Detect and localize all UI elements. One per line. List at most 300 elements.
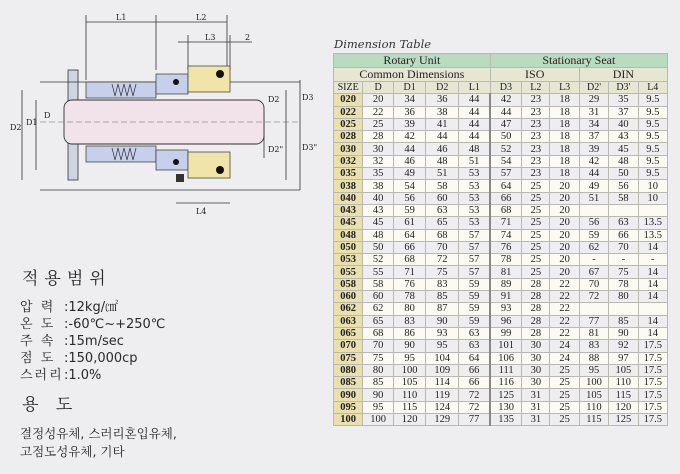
- table-cell: 56: [609, 180, 638, 192]
- table-cell: 53: [459, 217, 491, 229]
- table-cell: 24: [550, 340, 579, 352]
- table-cell: 14: [638, 291, 667, 303]
- table-cell: 66: [609, 229, 638, 241]
- table-cell: 51: [426, 168, 459, 180]
- column-header: D3: [490, 82, 522, 94]
- table-cell: 59: [579, 229, 608, 241]
- table-cell: 96: [490, 315, 522, 327]
- header-rotary-unit: Rotary Unit: [334, 54, 491, 68]
- spec-speed: 주 속 :15m/sec: [20, 334, 124, 349]
- table-cell: -: [609, 254, 638, 266]
- table-cell: 95: [363, 401, 393, 413]
- label-L4: L4: [196, 207, 207, 216]
- column-header: D2': [579, 82, 608, 94]
- table-cell: 52: [363, 254, 393, 266]
- table-row: [334, 94, 668, 106]
- table-cell: 22: [550, 303, 579, 315]
- table-cell: 14: [638, 241, 667, 253]
- table-cell: 83: [393, 315, 426, 327]
- column-header: L1: [459, 82, 491, 94]
- table-cell: 125: [609, 414, 638, 426]
- table-cell: 30: [363, 143, 393, 155]
- table-cell: 31: [522, 414, 550, 426]
- table-cell: 20: [550, 217, 579, 229]
- header-iso: ISO: [490, 68, 579, 82]
- table-cell: 83: [426, 278, 459, 290]
- table-cell: 54: [490, 155, 522, 167]
- table-cell: 25: [550, 401, 579, 413]
- table-row: [334, 155, 668, 167]
- size-cell: 045: [334, 217, 363, 229]
- table-cell: 51: [579, 192, 608, 204]
- table-cell: 9.5: [638, 94, 667, 106]
- table-cell: 109: [426, 364, 459, 376]
- table-cell: [609, 303, 638, 315]
- table-cell: 60: [363, 291, 393, 303]
- table-cell: 28: [522, 278, 550, 290]
- dimension-table: [333, 53, 668, 426]
- table-cell: 100: [363, 414, 393, 426]
- table-cell: 45: [609, 143, 638, 155]
- table-cell: 22: [363, 106, 393, 118]
- table-cell: 23: [522, 143, 550, 155]
- table-cell: 14: [638, 266, 667, 278]
- table-row: [334, 377, 668, 389]
- table-cell: 37: [609, 106, 638, 118]
- table-cell: 17.5: [638, 414, 667, 426]
- table-row: [334, 401, 668, 413]
- usage-heading: 용 도: [22, 395, 79, 415]
- size-cell: 022: [334, 106, 363, 118]
- table-cell: 47: [490, 118, 522, 130]
- table-cell: 48: [609, 155, 638, 167]
- table-cell: 57: [459, 266, 491, 278]
- header-stationary-seat: Stationary Seat: [490, 54, 667, 68]
- column-header: SIZE: [334, 82, 363, 94]
- table-cell: 89: [490, 278, 522, 290]
- table-cell: 44: [459, 118, 491, 130]
- table-cell: 70: [426, 241, 459, 253]
- label-D3: D3: [302, 93, 314, 102]
- table-cell: [579, 303, 608, 315]
- spec-temperature: 온 도 :-60℃~+250℃: [20, 317, 166, 332]
- table-cell: 95: [393, 352, 426, 364]
- table-cell: 18: [550, 131, 579, 143]
- table-cell: 87: [426, 303, 459, 315]
- size-cell: 075: [334, 352, 363, 364]
- table-cell: 93: [490, 303, 522, 315]
- table-cell: 85: [609, 315, 638, 327]
- table-cell: 25: [522, 204, 550, 216]
- table-cell: 25: [522, 229, 550, 241]
- table-cell: 59: [459, 315, 491, 327]
- table-cell: 72: [579, 291, 608, 303]
- table-cell: 66: [459, 364, 491, 376]
- table-cell: 39: [579, 143, 608, 155]
- table-cell: 23: [522, 168, 550, 180]
- table-row: [334, 131, 668, 143]
- table-cell: 53: [459, 192, 491, 204]
- table-cell: 68: [426, 229, 459, 241]
- table-cell: 25: [550, 377, 579, 389]
- table-cell: 37: [579, 131, 608, 143]
- table-cell: 129: [426, 414, 459, 426]
- size-cell: 100: [334, 414, 363, 426]
- table-row: [334, 278, 668, 290]
- table-cell: 59: [393, 204, 426, 216]
- table-cell: 76: [490, 241, 522, 253]
- size-cell: 032: [334, 155, 363, 167]
- table-cell: 57: [490, 168, 522, 180]
- table-cell: 42: [490, 94, 522, 106]
- table-cell: 65: [426, 217, 459, 229]
- table-cell: 9.5: [638, 155, 667, 167]
- table-cell: 68: [363, 327, 393, 339]
- table-cell: [638, 303, 667, 315]
- table-cell: 80: [393, 303, 426, 315]
- table-cell: 64: [490, 180, 522, 192]
- size-cell: 050: [334, 241, 363, 253]
- table-row: [334, 217, 668, 229]
- table-row: [334, 229, 668, 241]
- size-cell: 053: [334, 254, 363, 266]
- table-cell: 104: [426, 352, 459, 364]
- table-cell: 76: [393, 278, 426, 290]
- table-cell: 20: [550, 229, 579, 241]
- table-cell: 130: [490, 401, 522, 413]
- size-cell: 030: [334, 143, 363, 155]
- label-L3: L3: [205, 33, 216, 42]
- size-cell: 085: [334, 377, 363, 389]
- table-cell: 23: [522, 155, 550, 167]
- table-cell: 68: [393, 254, 426, 266]
- table-cell: 25: [550, 389, 579, 401]
- table-cell: 86: [393, 327, 426, 339]
- label-L2: L2: [196, 13, 207, 22]
- table-cell: 75: [609, 266, 638, 278]
- table-cell: 53: [459, 180, 491, 192]
- table-cell: 71: [490, 217, 522, 229]
- table-cell: 22: [550, 327, 579, 339]
- table-cell: 44: [459, 106, 491, 118]
- size-cell: 048: [334, 229, 363, 241]
- table-cell: 66: [459, 377, 491, 389]
- table-row: [334, 192, 668, 204]
- table-cell: 48: [459, 143, 491, 155]
- table-cell: 60: [426, 192, 459, 204]
- table-cell: 91: [490, 291, 522, 303]
- table-cell: 72: [459, 401, 491, 413]
- table-cell: 31: [579, 106, 608, 118]
- table-cell: 30: [522, 377, 550, 389]
- size-cell: 055: [334, 266, 363, 278]
- table-cell: [638, 204, 667, 216]
- table-cell: 62: [363, 303, 393, 315]
- table-cell: 56: [393, 192, 426, 204]
- header-din: DIN: [579, 68, 667, 82]
- table-row: [334, 389, 668, 401]
- table-cell: 17.5: [638, 340, 667, 352]
- label-D2-dd: D2": [268, 145, 284, 154]
- table-cell: 32: [363, 155, 393, 167]
- size-cell: 020: [334, 94, 363, 106]
- table-cell: 25: [550, 364, 579, 376]
- table-cell: 83: [579, 340, 608, 352]
- table-cell: 14: [638, 278, 667, 290]
- label-L1: L1: [116, 13, 127, 22]
- table-cell: 64: [459, 352, 491, 364]
- table-cell: 53: [459, 168, 491, 180]
- table-row: [334, 352, 668, 364]
- table-cell: 25: [550, 414, 579, 426]
- table-cell: 31: [522, 401, 550, 413]
- table-row: [334, 241, 668, 253]
- table-cell: 72: [459, 389, 491, 401]
- table-cell: 67: [579, 266, 608, 278]
- column-header: L4: [638, 82, 667, 94]
- table-cell: 23: [522, 94, 550, 106]
- table-cell: 58: [426, 180, 459, 192]
- table-cell: 44: [393, 143, 426, 155]
- size-cell: 063: [334, 315, 363, 327]
- table-cell: 43: [363, 204, 393, 216]
- table-cell: 44: [579, 168, 608, 180]
- table-cell: 52: [490, 143, 522, 155]
- table-cell: 80: [363, 364, 393, 376]
- table-cell: 28: [522, 303, 550, 315]
- table-cell: 75: [426, 266, 459, 278]
- table-cell: 97: [609, 352, 638, 364]
- column-header: D2: [426, 82, 459, 94]
- table-cell: 43: [609, 131, 638, 143]
- size-cell: 070: [334, 340, 363, 352]
- table-cell: 93: [426, 327, 459, 339]
- table-cell: 70: [609, 241, 638, 253]
- table-cell: 105: [609, 364, 638, 376]
- spec-pressure: 압 력 :12kg/㎠: [20, 300, 119, 315]
- table-cell: 44: [459, 94, 491, 106]
- table-cell: 18: [550, 94, 579, 106]
- application-specs: [18, 258, 318, 461]
- table-cell: 31: [522, 389, 550, 401]
- table-row: [334, 180, 668, 192]
- table-cell: 75: [363, 352, 393, 364]
- table-cell: 111: [490, 364, 522, 376]
- table-cell: 49: [393, 168, 426, 180]
- table-cell: 17.5: [638, 389, 667, 401]
- table-cell: 30: [522, 352, 550, 364]
- table-cell: 23: [522, 131, 550, 143]
- table-cell: 14: [638, 315, 667, 327]
- table-cell: 50: [609, 168, 638, 180]
- table-cell: 36: [393, 106, 426, 118]
- table-cell: 63: [609, 217, 638, 229]
- table-cell: 63: [426, 204, 459, 216]
- table-cell: [609, 204, 638, 216]
- table-row: [334, 254, 668, 266]
- table-row: [334, 204, 668, 216]
- table-cell: 22: [550, 278, 579, 290]
- size-cell: 038: [334, 180, 363, 192]
- table-cell: 66: [393, 241, 426, 253]
- table-cell: 78: [609, 278, 638, 290]
- table-cell: 116: [490, 377, 522, 389]
- table-cell: 110: [609, 377, 638, 389]
- table-cell: 34: [579, 118, 608, 130]
- table-cell: 17.5: [638, 377, 667, 389]
- label-D: D: [44, 111, 51, 120]
- table-cell: 100: [579, 377, 608, 389]
- table-cell: 20: [550, 241, 579, 253]
- table-cell: 51: [459, 155, 491, 167]
- table-cell: 114: [426, 377, 459, 389]
- table-cell: 59: [459, 303, 491, 315]
- table-cell: 36: [426, 94, 459, 106]
- table-cell: 17.5: [638, 401, 667, 413]
- size-cell: 065: [334, 327, 363, 339]
- table-cell: 9.5: [638, 106, 667, 118]
- table-row: [334, 315, 668, 327]
- table-cell: 9.5: [638, 131, 667, 143]
- table-cell: 35: [609, 94, 638, 106]
- table-cell: -: [579, 254, 608, 266]
- table-cell: 30: [522, 364, 550, 376]
- table-cell: 38: [426, 106, 459, 118]
- table-cell: 20: [550, 204, 579, 216]
- table-cell: 20: [550, 180, 579, 192]
- table-cell: 10: [638, 192, 667, 204]
- size-cell: 080: [334, 364, 363, 376]
- table-cell: 9.5: [638, 143, 667, 155]
- label-D2-left: D2: [10, 123, 22, 132]
- table-cell: 20: [550, 266, 579, 278]
- size-cell: 040: [334, 192, 363, 204]
- table-cell: 57: [459, 241, 491, 253]
- table-cell: 9.5: [638, 168, 667, 180]
- table-cell: 105: [579, 389, 608, 401]
- table-cell: 59: [459, 291, 491, 303]
- column-header: L2: [522, 82, 550, 94]
- table-cell: 18: [550, 155, 579, 167]
- table-cell: 42: [393, 131, 426, 143]
- table-cell: 45: [363, 217, 393, 229]
- table-cell: 100: [393, 364, 426, 376]
- column-header: D1: [393, 82, 426, 94]
- specs-heading: 적용범위: [22, 269, 112, 289]
- table-cell: 115: [393, 401, 426, 413]
- table-cell: 48: [363, 229, 393, 241]
- table-cell: 18: [550, 143, 579, 155]
- table-cell: 53: [459, 204, 491, 216]
- spec-viscosity: 점 도 :150,000cp: [20, 351, 138, 366]
- table-cell: 65: [363, 315, 393, 327]
- table-cell: 25: [522, 217, 550, 229]
- table-cell: 120: [393, 414, 426, 426]
- table-row: [334, 303, 668, 315]
- table-cell: 58: [363, 278, 393, 290]
- table-cell: 40: [363, 192, 393, 204]
- table-cell: 80: [609, 291, 638, 303]
- table-cell: 90: [426, 315, 459, 327]
- table-cell: 57: [459, 254, 491, 266]
- table-cell: 77: [459, 414, 491, 426]
- table-cell: 110: [579, 401, 608, 413]
- table-cell: 81: [579, 327, 608, 339]
- size-cell: 090: [334, 389, 363, 401]
- table-row: [334, 143, 668, 155]
- header-common-dimensions: Common Dimensions: [334, 68, 491, 82]
- table-cell: 25: [522, 241, 550, 253]
- table-row: [334, 340, 668, 352]
- table-cell: 46: [393, 155, 426, 167]
- size-cell: 043: [334, 204, 363, 216]
- table-cell: 55: [363, 266, 393, 278]
- table-row: [334, 106, 668, 118]
- table-cell: 48: [426, 155, 459, 167]
- table-cell: 62: [579, 241, 608, 253]
- table-cell: 25: [522, 254, 550, 266]
- table-cell: 44: [426, 131, 459, 143]
- table-cell: 20: [363, 94, 393, 106]
- table-cell: 90: [609, 327, 638, 339]
- label-D3-dd: D3": [302, 143, 318, 152]
- table-cell: 17.5: [638, 364, 667, 376]
- table-row: [334, 327, 668, 339]
- table-cell: 106: [490, 352, 522, 364]
- table-cell: 39: [393, 118, 426, 130]
- table-cell: 66: [490, 192, 522, 204]
- table-cell: 120: [609, 401, 638, 413]
- table-cell: 10: [638, 180, 667, 192]
- table-cell: 13.5: [638, 217, 667, 229]
- table-cell: 44: [490, 106, 522, 118]
- table-row: [334, 266, 668, 278]
- table-cell: 99: [490, 327, 522, 339]
- table-cell: 115: [609, 389, 638, 401]
- size-cell: 060: [334, 291, 363, 303]
- table-cell: 61: [393, 217, 426, 229]
- table-cell: 9.5: [638, 118, 667, 130]
- table-cell: 135: [490, 414, 522, 426]
- table-cell: 28: [522, 315, 550, 327]
- table-cell: 28: [522, 291, 550, 303]
- table-cell: 81: [490, 266, 522, 278]
- table-cell: 90: [363, 389, 393, 401]
- size-cell: 062: [334, 303, 363, 315]
- table-cell: 46: [426, 143, 459, 155]
- table-cell: 56: [579, 217, 608, 229]
- table-cell: 125: [490, 389, 522, 401]
- table-cell: 58: [609, 192, 638, 204]
- table-cell: 34: [393, 94, 426, 106]
- table-cell: 85: [426, 291, 459, 303]
- table-cell: 50: [363, 241, 393, 253]
- table-cell: 35: [363, 168, 393, 180]
- table-cell: 110: [393, 389, 426, 401]
- table-cell: 115: [579, 414, 608, 426]
- size-cell: 058: [334, 278, 363, 290]
- table-cell: [579, 204, 608, 216]
- table-cell: 28: [522, 327, 550, 339]
- size-cell: 025: [334, 118, 363, 130]
- table-cell: 71: [393, 266, 426, 278]
- table-cell: 92: [609, 340, 638, 352]
- table-cell: 90: [393, 340, 426, 352]
- table-cell: 14: [638, 327, 667, 339]
- table-cell: 44: [459, 131, 491, 143]
- table-cell: 18: [550, 106, 579, 118]
- spec-slurry: 스러리:1.0%: [20, 368, 102, 383]
